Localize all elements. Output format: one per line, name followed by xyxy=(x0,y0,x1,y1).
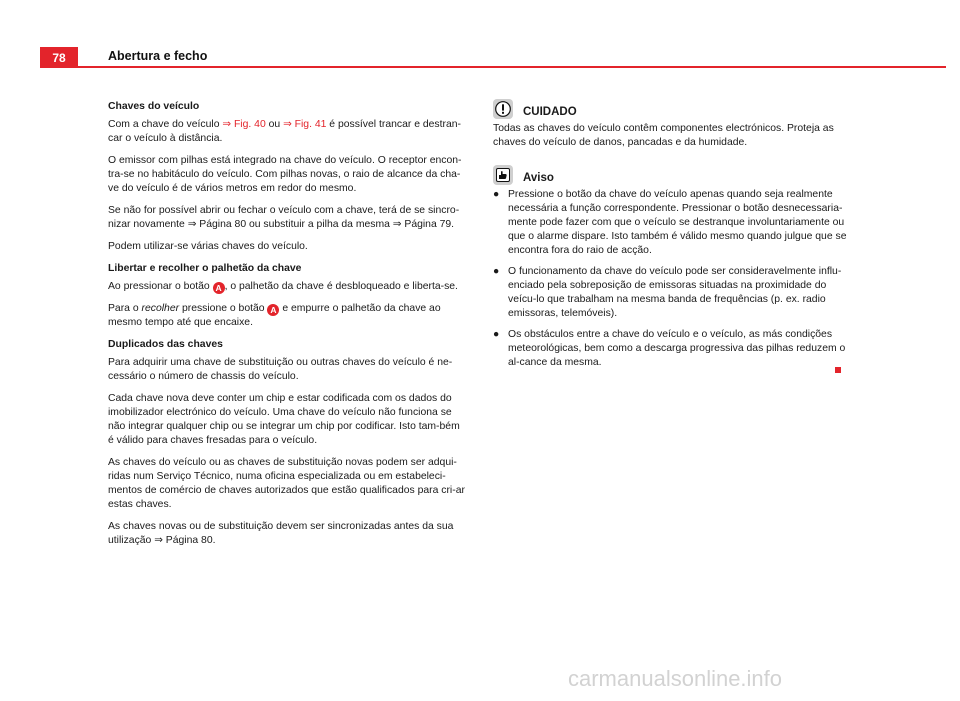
section-title: Abertura e fecho xyxy=(108,49,208,63)
caution-title: CUIDADO xyxy=(523,106,577,118)
section-end-mark xyxy=(835,367,841,373)
text: pressione o botão xyxy=(179,303,268,314)
list-item-text: Pressione o botão da chave do veículo apenas quando seja realmente necessária a função correspondente. Pressionar o botão desnecessaria-mente pode fazer com que o veículo se destranque involuntariamente ou que o alarme dispare. Isto também é válido mesmo quando julgue que se encontra fora do raio de acção. xyxy=(508,189,847,256)
note-hand-icon xyxy=(493,165,513,185)
paragraph-transmitter: O emissor com pilhas está integrado na chave do veículo. O receptor encon-tra-se no habitáculo do veículo. Com pilhas novas, o raio de alcance da cha-ve do veículo é de vários metros em redor do mesmo. xyxy=(108,155,462,194)
text: Para o xyxy=(108,303,142,314)
paragraph-sync-new-keys: As chaves novas ou de substituição devem ser sincronizadas antes da sua utilização ⇒ Página 80. xyxy=(108,521,454,546)
note-box xyxy=(493,165,853,370)
right-column xyxy=(493,99,853,377)
list-item-text: Os obstáculos entre a chave do veículo e o veículo, as más condições meteorológicas, bem como a descarga progressiva das pilhas reduzem o al-cance da mesma. xyxy=(508,329,846,368)
text: e empurre o palhetão da chave ao mesmo tempo até que encaixe. xyxy=(108,303,441,328)
button-a-label: A xyxy=(213,282,225,294)
left-column xyxy=(108,100,468,556)
list-item-text: O funcionamento da chave do veículo pode ser consideravelmente influ-enciado pela sobreposição de emissoras situadas na proximidade do veícu-lo que trabalham na mesma banda de frequências (p. ex. radio emissoras, telemóveis). xyxy=(508,266,842,319)
text: , o palhetão da chave é desbloqueado e liberta-se. xyxy=(224,281,458,292)
bullet-icon: ● xyxy=(493,266,500,277)
list-item xyxy=(493,328,853,370)
heading-duplicate-keys: Duplicados das chaves xyxy=(108,339,223,350)
paragraph-sync: Se não for possível abrir ou fechar o veículo com a chave, terá de se sincro-nizar novamente ⇒ Página 80 ou substituir a pilha da mesma ⇒ Página 79. xyxy=(108,205,460,230)
paragraph-release-bit xyxy=(108,280,468,294)
warning-exclamation-icon xyxy=(493,99,513,119)
page-header xyxy=(40,47,946,67)
paragraph-multiple-keys: Podem utilizar-se várias chaves do veículo. xyxy=(108,241,308,252)
emphasis: recolher xyxy=(141,303,180,314)
note-header xyxy=(493,165,853,185)
button-a-label: A xyxy=(267,304,279,316)
caution-text: Todas as chaves do veículo contêm componentes electrónicos. Proteja as chaves do veículo de danos, pancadas e da humidade. xyxy=(493,123,834,148)
header-rule xyxy=(40,66,946,68)
paragraph-where-to-buy: As chaves do veículo ou as chaves de substituição novas podem ser adqui-ridas num Serviço Técnico, numa oficina especializada ou em estabeleci-mentos de comércio de chaves autorizados que estão qualificados para cri-ar estas chaves. xyxy=(108,457,465,510)
bullet-icon: ● xyxy=(493,189,500,200)
text: ou xyxy=(265,119,284,130)
text: é possível trancar e destran-car o veículo à distância. xyxy=(108,119,461,144)
link-fig-41[interactable]: ⇒ Fig. 41 xyxy=(283,119,327,130)
paragraph-retract-bit xyxy=(108,302,468,330)
text: Ao pressionar o botão xyxy=(108,281,213,292)
text: Com a chave do veículo xyxy=(108,119,223,130)
caution-header xyxy=(493,99,853,119)
heading-vehicle-keys: Chaves do veículo xyxy=(108,101,200,112)
caution-box xyxy=(493,99,853,150)
paragraph-remote-lock xyxy=(108,118,468,146)
heading-key-bit: Libertar e recolher o palhetão da chave xyxy=(108,263,302,274)
list-item xyxy=(493,188,853,258)
note-title: Aviso xyxy=(523,172,554,184)
watermark: carmanualsonline.info xyxy=(568,666,783,691)
paragraph-chassis-number: Para adquirir uma chave de substituição ou outras chaves do veículo é ne-cessário o número de chassis do veículo. xyxy=(108,357,453,382)
page-number: 78 xyxy=(40,47,78,67)
bullet-icon: ● xyxy=(493,329,500,340)
list-item xyxy=(493,265,853,321)
link-fig-40[interactable]: ⇒ Fig. 40 xyxy=(222,119,266,130)
paragraph-chip: Cada chave nova deve conter um chip e estar codificada com os dados do imobilizador electrónico do veículo. Uma chave do veículo não funciona se não integrar qualquer chip ou se integrar um chip por codificar. Isto tam-bém é válido para chaves fresadas para o veículo. xyxy=(108,393,460,446)
